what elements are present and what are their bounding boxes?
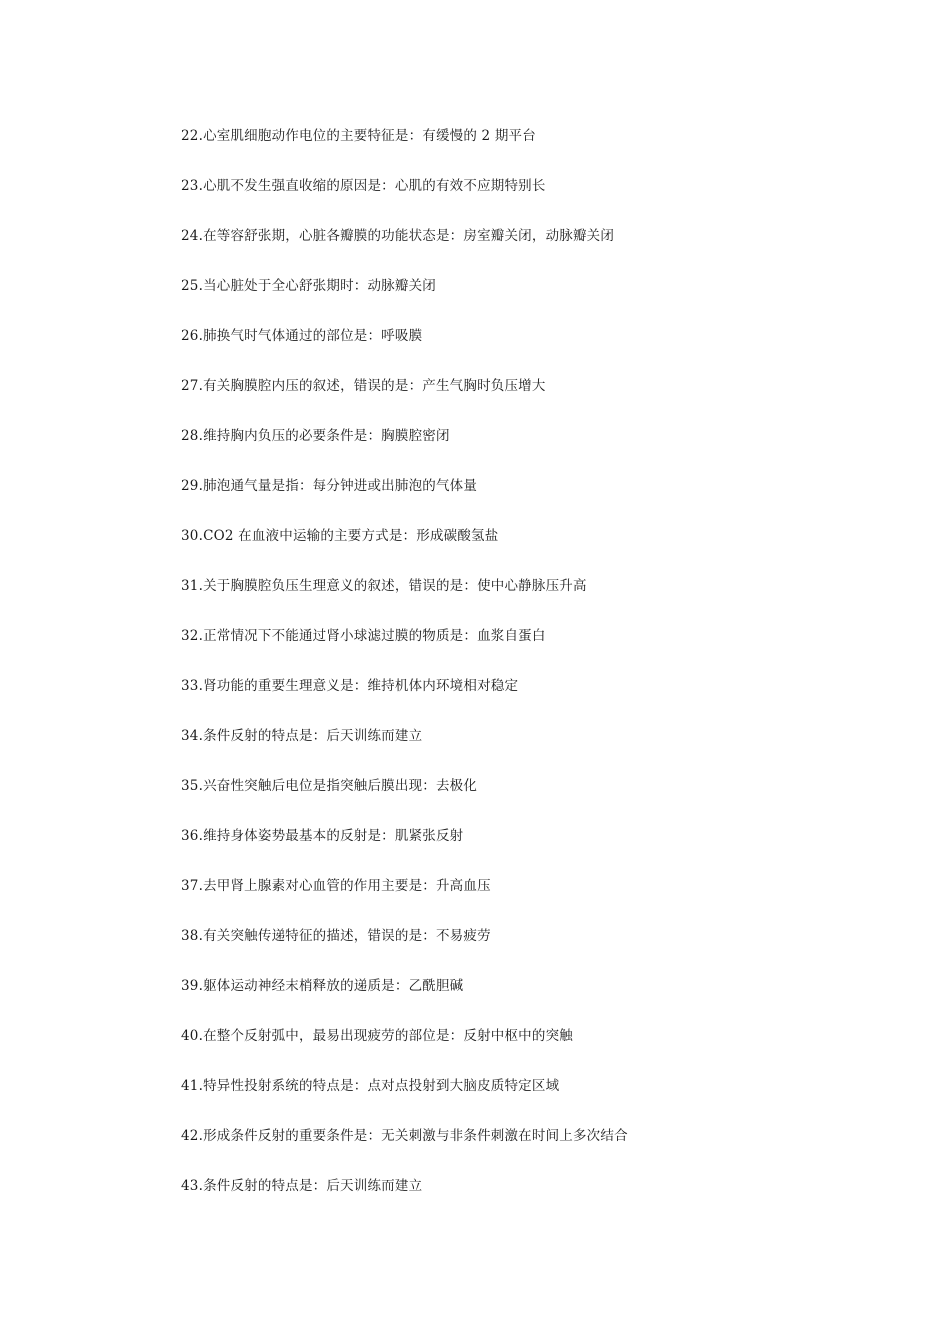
list-item: 31.关于胸膜腔负压生理意义的叙述，错误的是：使中心静脉压升高 — [181, 578, 587, 594]
list-item: 29.肺泡通气量是指：每分钟进或出肺泡的气体量 — [181, 478, 478, 494]
list-item: 38.有关突触传递特征的描述，错误的是：不易疲劳 — [181, 928, 491, 944]
list-item: 39.躯体运动神经末梢释放的递质是：乙酰胆碱 — [181, 978, 464, 994]
list-item: 42.形成条件反射的重要条件是：无关刺激与非条件刺激在时间上多次结合 — [181, 1128, 628, 1144]
list-item: 41.特异性投射系统的特点是：点对点投射到大脑皮质特定区域 — [181, 1078, 560, 1094]
question-list — [181, 125, 628, 1225]
list-item: 32.正常情况下不能通过肾小球滤过膜的物质是：血浆自蛋白 — [181, 628, 546, 644]
list-item: 25.当心脏处于全心舒张期时：动脉瓣关闭 — [181, 278, 436, 294]
list-item: 26.肺换气时气体通过的部位是：呼吸膜 — [181, 328, 423, 344]
list-item: 34.条件反射的特点是：后天训练而建立 — [181, 728, 423, 744]
list-item: 22.心室肌细胞动作电位的主要特征是：有缓慢的 2 期平台 — [181, 128, 536, 144]
list-item: 27.有关胸膜腔内压的叙述，错误的是：产生气胸时负压增大 — [181, 378, 546, 394]
list-item: 40.在整个反射弧中，最易出现疲劳的部位是：反射中枢中的突触 — [181, 1028, 573, 1044]
list-item: 30.CO2 在血液中运输的主要方式是：形成碳酸氢盐 — [181, 528, 499, 544]
list-item: 43.条件反射的特点是：后天训练而建立 — [181, 1178, 423, 1194]
list-item: 23.心肌不发生强直收缩的原因是：心肌的有效不应期特别长 — [181, 178, 546, 194]
list-item: 37.去甲肾上腺素对心血管的作用主要是：升高血压 — [181, 878, 491, 894]
list-item: 28.维持胸内负压的必要条件是：胸膜腔密闭 — [181, 428, 450, 444]
list-item: 36.维持身体姿势最基本的反射是：肌紧张反射 — [181, 828, 464, 844]
list-item: 33.肾功能的重要生理意义是：维持机体内环境相对稳定 — [181, 678, 519, 694]
list-item: 35.兴奋性突触后电位是指突触后膜出现：去极化 — [181, 778, 478, 794]
list-item: 24.在等容舒张期，心脏各瓣膜的功能状态是：房室瓣关闭，动脉瓣关闭 — [181, 228, 615, 244]
